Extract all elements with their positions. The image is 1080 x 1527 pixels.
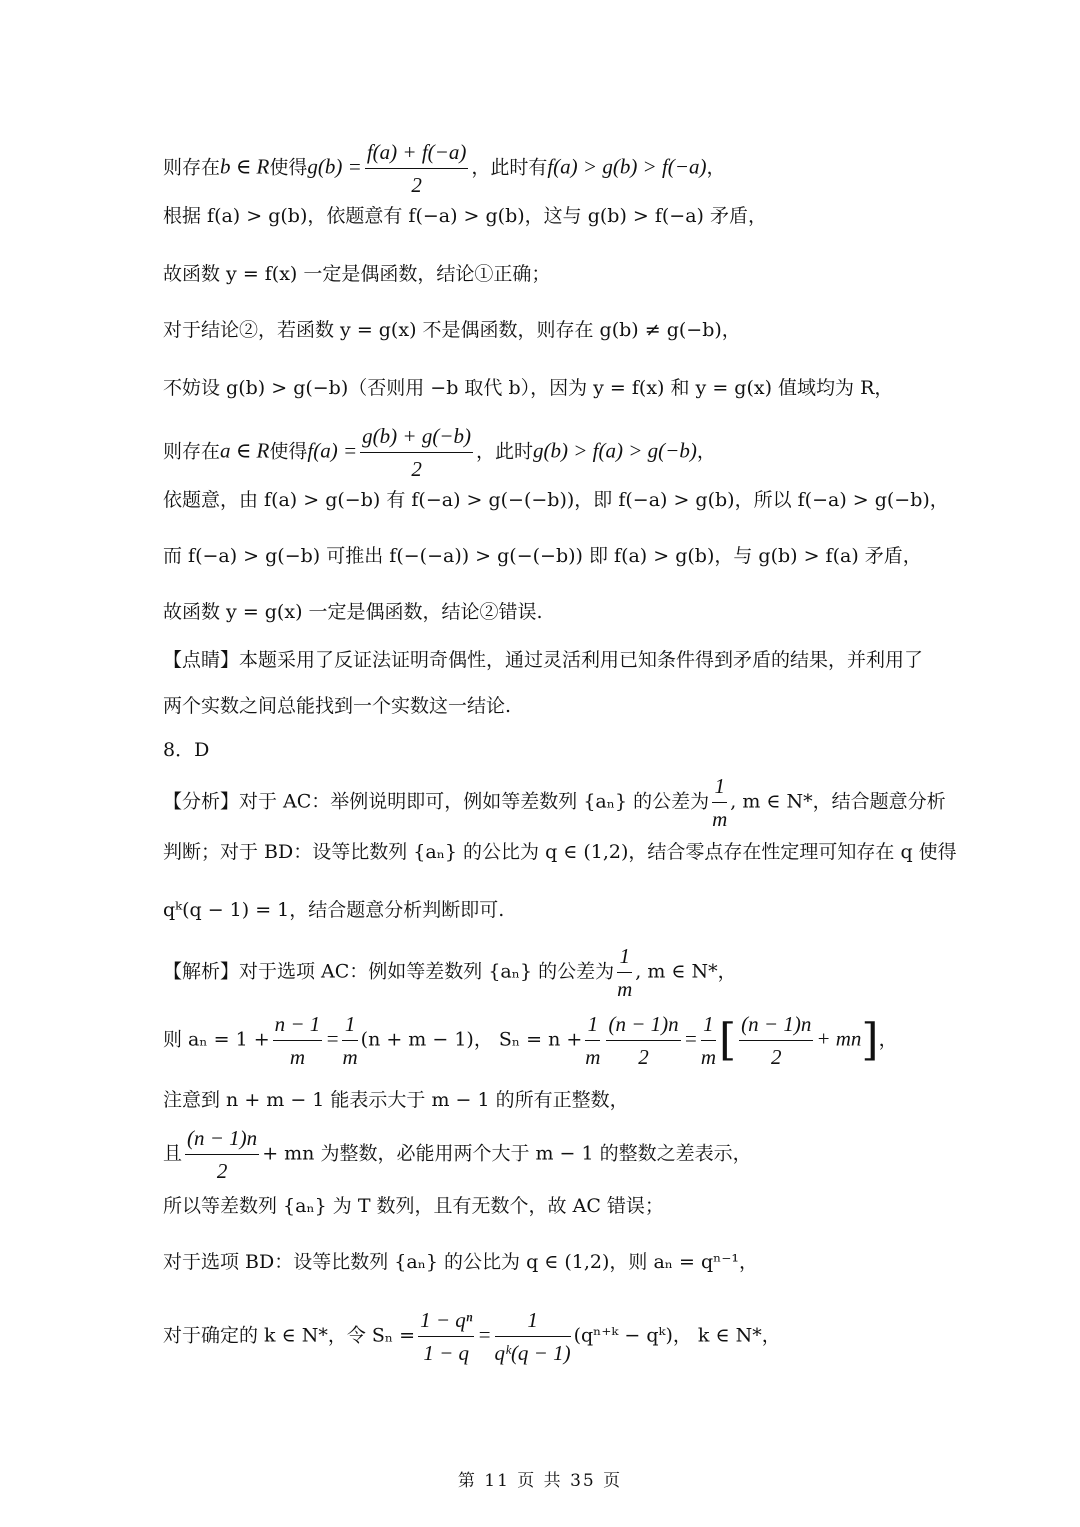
text: , m ∈ N*，结合题意分析 xyxy=(730,790,946,813)
text: ， xyxy=(706,156,726,179)
text: 则存在 xyxy=(163,440,221,463)
text: ， xyxy=(696,440,716,463)
page-footer: 第 11 页 共 35 页 xyxy=(457,1471,623,1491)
math: = xyxy=(683,1026,698,1051)
math: + mn xyxy=(816,1026,862,1051)
solution-line-1 xyxy=(163,942,923,1003)
math: g(b) > f(a) > g(−b) xyxy=(533,438,697,463)
text: ， xyxy=(878,1028,898,1051)
text: ，此时 xyxy=(475,440,533,463)
denominator: m xyxy=(617,977,633,1001)
text-line-7: 依题意，由 f(a) > g(−b) 有 f(−a) > g(−(−b))，即 f(−a) > g(b)，所以 f(−a) > g(−b)， xyxy=(163,489,949,511)
solution-line-6: 对于选项 BD：设等比数列 {aₙ} 的公比为 q ∈ (1,2)，则 aₙ = qⁿ⁻¹， xyxy=(163,1251,759,1273)
solution-line-7 xyxy=(163,1306,923,1367)
denominator: 2 xyxy=(638,1045,649,1069)
numerator: g(b) + g(−b) xyxy=(360,422,473,453)
fraction xyxy=(739,1010,813,1071)
solution-line-5: 所以等差数列 {aₙ} 为 T 数列，且有无数个，故 AC 错误； xyxy=(163,1195,664,1217)
numerator: n − 1 xyxy=(273,1010,323,1041)
analysis-line-3: qᵏ(q − 1) = 1，结合题意分析判断即可. xyxy=(163,899,505,921)
text-line-11: 两个实数之间总能找到一个实数这一结论. xyxy=(163,695,512,717)
fraction xyxy=(585,1010,600,1071)
fraction xyxy=(273,1010,323,1071)
text: 则 aₙ = 1 + xyxy=(163,1028,270,1051)
text: + mn 为整数，必能用两个大于 m − 1 的整数之差表示， xyxy=(262,1142,752,1165)
text-line-1 xyxy=(163,138,923,199)
text: ，此时有 xyxy=(471,156,548,179)
text-line-5: 不妨设 g(b) > g(−b)（否则用 −b 取代 b），因为 y = f(x) 和 y = g(x) 值域均为 R， xyxy=(163,377,894,399)
fraction xyxy=(418,1306,474,1367)
numerator: f(a) + f(−a) xyxy=(365,138,468,169)
math: a ∈ R xyxy=(220,438,270,463)
fraction xyxy=(606,1010,680,1071)
text: 使得 xyxy=(269,440,308,463)
solution-line-3: 注意到 n + m − 1 能表示大于 m − 1 的所有正整数， xyxy=(163,1089,629,1111)
denominator: 2 xyxy=(411,457,422,481)
question-heading: 8．D xyxy=(163,739,210,761)
left-bracket: [ xyxy=(718,1014,737,1066)
math: = xyxy=(325,1026,340,1051)
text: 对于确定的 k ∈ N*，令 Sₙ = xyxy=(163,1324,416,1347)
denominator: 2 xyxy=(216,1159,228,1183)
text: 【分析】对于 AC：举例说明即可，例如等差数列 {aₙ} 的公差为 xyxy=(163,790,710,813)
fraction xyxy=(342,1010,357,1071)
numerator: 1 xyxy=(342,1010,357,1041)
text-line-3: 故函数 y = f(x) 一定是偶函数，结论①正确； xyxy=(163,263,551,285)
text: (qⁿ⁺ᵏ − qᵏ)， k ∈ N*， xyxy=(573,1324,781,1347)
text: 且 xyxy=(163,1142,183,1165)
numerator: (n − 1)n xyxy=(185,1124,259,1155)
analysis-line-1 xyxy=(163,772,946,833)
denominator: m xyxy=(289,1045,306,1069)
math: b ∈ R xyxy=(220,154,270,179)
numerator: 1 xyxy=(701,1010,716,1041)
numerator: (n − 1)n xyxy=(606,1010,680,1041)
denominator: 2 xyxy=(411,173,422,197)
math: = xyxy=(477,1322,492,1347)
denominator: m xyxy=(585,1045,601,1069)
denominator: qᵏ(q − 1) xyxy=(494,1341,571,1365)
numerator: 1 xyxy=(617,942,632,973)
text-line-2: 根据 f(a) > g(b)，依题意有 f(−a) > g(b)，这与 g(b) > f(−a) 矛盾， xyxy=(163,205,768,227)
text: 则存在 xyxy=(163,156,221,179)
denominator: m xyxy=(712,807,728,831)
fraction xyxy=(617,942,632,1003)
fraction xyxy=(185,1124,259,1185)
text-line-8: 而 f(−a) > g(−b) 可推出 f(−(−a)) > g(−(−b)) 即 f(a) > g(b)，与 g(b) > f(a) 矛盾， xyxy=(163,545,922,567)
numerator: (n − 1)n xyxy=(739,1010,813,1041)
text-line-6 xyxy=(163,422,923,483)
solution-line-4 xyxy=(163,1124,923,1185)
numerator: 1 xyxy=(495,1306,571,1337)
denominator: 1 − q xyxy=(423,1341,470,1365)
math: f(a) > g(b) > f(−a) xyxy=(547,154,707,179)
numerator: 1 xyxy=(712,772,727,803)
solution-line-2 xyxy=(163,1010,923,1071)
numerator: 1 − qⁿ xyxy=(418,1306,474,1337)
math: g(b) = xyxy=(307,154,362,179)
fraction xyxy=(365,138,468,199)
fraction xyxy=(701,1010,716,1071)
math: f(a) = xyxy=(307,438,358,463)
numerator: 1 xyxy=(585,1010,600,1041)
text: (n + m − 1)， Sₙ = n + xyxy=(360,1028,583,1051)
analysis-line-2: 判断；对于 BD：设等比数列 {aₙ} 的公比为 q ∈ (1,2)，结合零点存在性定理可知存在 q 使得 xyxy=(163,841,957,863)
right-bracket: ] xyxy=(861,1014,879,1066)
text-line-10: 【点睛】本题采用了反证法证明奇偶性，通过灵活利用已知条件得到矛盾的结果，并利用了 xyxy=(163,649,924,671)
denominator: m xyxy=(700,1045,716,1069)
text-line-9: 故函数 y = g(x) 一定是偶函数，结论②错误. xyxy=(163,601,543,623)
text: 使得 xyxy=(269,156,308,179)
text: , m ∈ N*， xyxy=(635,960,737,983)
fraction xyxy=(712,772,727,833)
text-line-4: 对于结论②，若函数 y = g(x) 不是偶函数，则存在 g(b) ≠ g(−b)， xyxy=(163,319,741,341)
denominator: 2 xyxy=(770,1045,782,1069)
denominator: m xyxy=(342,1045,358,1069)
fraction xyxy=(495,1306,571,1367)
text: 【解析】对于选项 AC：例如等差数列 {aₙ} 的公差为 xyxy=(163,960,615,983)
fraction xyxy=(360,422,473,483)
